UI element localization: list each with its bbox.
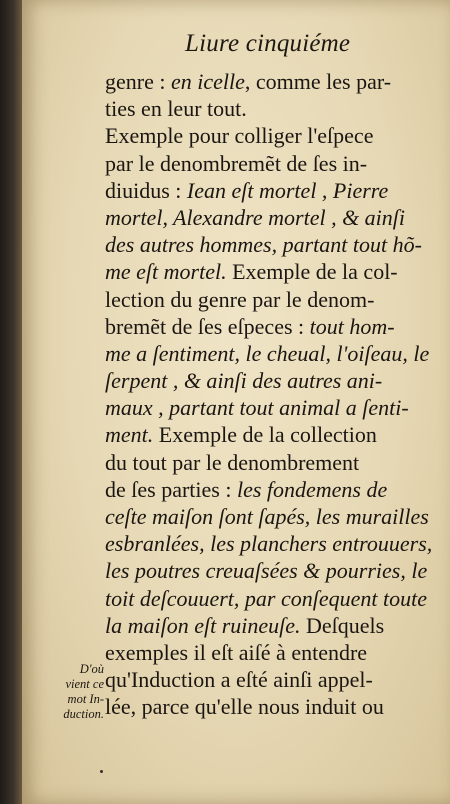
marginal-note-line: mot In-	[67, 692, 104, 706]
body-text	[105, 68, 433, 721]
text-line	[105, 612, 423, 639]
text-line	[105, 367, 423, 394]
text-line	[105, 639, 423, 666]
text-line	[105, 340, 430, 367]
text-line	[105, 122, 423, 149]
text-segment: la maiſon eſt ruineuſe.	[105, 612, 301, 638]
text-segment: Exemple de la col-	[226, 259, 398, 285]
book-gutter-edge	[0, 0, 22, 804]
text-line	[105, 693, 423, 720]
ink-speck	[100, 770, 103, 773]
text-line	[105, 666, 423, 693]
text-segment: qu'Induction a eſté ainſi appel-	[105, 667, 373, 693]
text-line	[105, 68, 423, 95]
text-segment: exemples il eſt aiſé à entendre	[105, 639, 368, 665]
text-segment: lection du genre par le denom-	[105, 286, 375, 312]
text-line	[105, 258, 423, 285]
text-segment: diuidus :	[105, 177, 187, 203]
text-segment: Exemple pour colliger l'eſpece	[105, 123, 374, 149]
text-line	[105, 421, 423, 448]
text-segment: bremẽt de ſes eſpeces :	[105, 313, 310, 339]
text-segment: maux , partant tout animal a ſenti-	[105, 395, 409, 421]
marginal-note-line: duction.	[63, 707, 104, 721]
text-segment: me a ſentiment, le cheual, l'oiſeau, le	[105, 340, 430, 366]
text-segment: les poutres creuaſsées & pourries, le	[105, 558, 428, 584]
text-line	[105, 530, 433, 557]
text-line	[105, 557, 428, 584]
marginal-note	[42, 662, 104, 722]
text-segment: tout hom-	[309, 313, 395, 339]
text-line	[105, 503, 429, 530]
text-line	[105, 585, 427, 612]
text-segment: ſerpent , & ainſi des autres ani-	[105, 368, 383, 394]
text-segment: par le denombremẽt de ſes in-	[105, 150, 368, 176]
text-segment: Deſquels	[300, 612, 385, 638]
marginal-note-line: D'où	[79, 662, 104, 676]
text-segment: des autres hommes, partant tout hõ-	[105, 232, 422, 258]
text-line	[105, 394, 423, 421]
text-line	[105, 313, 423, 340]
text-line	[105, 150, 423, 177]
text-segment: les fondemens de	[236, 476, 388, 502]
text-segment: genre :	[105, 69, 171, 94]
text-segment: de ſes parties :	[105, 476, 237, 502]
text-line	[105, 95, 423, 122]
marginal-note-line: vient ce	[65, 677, 104, 691]
text-line	[105, 204, 423, 231]
text-segment: lée, parce qu'elle nous induit ou	[105, 694, 384, 720]
text-line	[105, 286, 423, 313]
text-segment: en icelle	[170, 69, 245, 94]
text-segment: ment.	[105, 422, 154, 448]
text-line	[105, 449, 423, 476]
text-line	[105, 231, 423, 258]
text-segment: toit deſcouuert, par conſequent toute	[105, 585, 427, 611]
text-segment: Exemple de la collection	[153, 422, 377, 448]
text-segment: ceſte maiſon ſont ſapés, les murailles	[105, 504, 429, 529]
text-segment: me eſt mortel.	[105, 259, 227, 285]
text-segment: du tout par le denombrement	[105, 449, 360, 475]
text-line	[105, 177, 423, 204]
text-segment: mortel, Alexandre mortel , & ainſi	[105, 204, 406, 230]
text-line	[105, 476, 423, 503]
text-segment: , comme les par-	[244, 69, 392, 94]
text-segment: ties en leur tout.	[105, 96, 247, 122]
text-segment: esbranlées, les planchers entrouuers,	[105, 531, 433, 557]
text-segment: Iean eſt mortel , Pierre	[186, 177, 389, 203]
running-header: Liure cinquiéme	[185, 30, 351, 57]
